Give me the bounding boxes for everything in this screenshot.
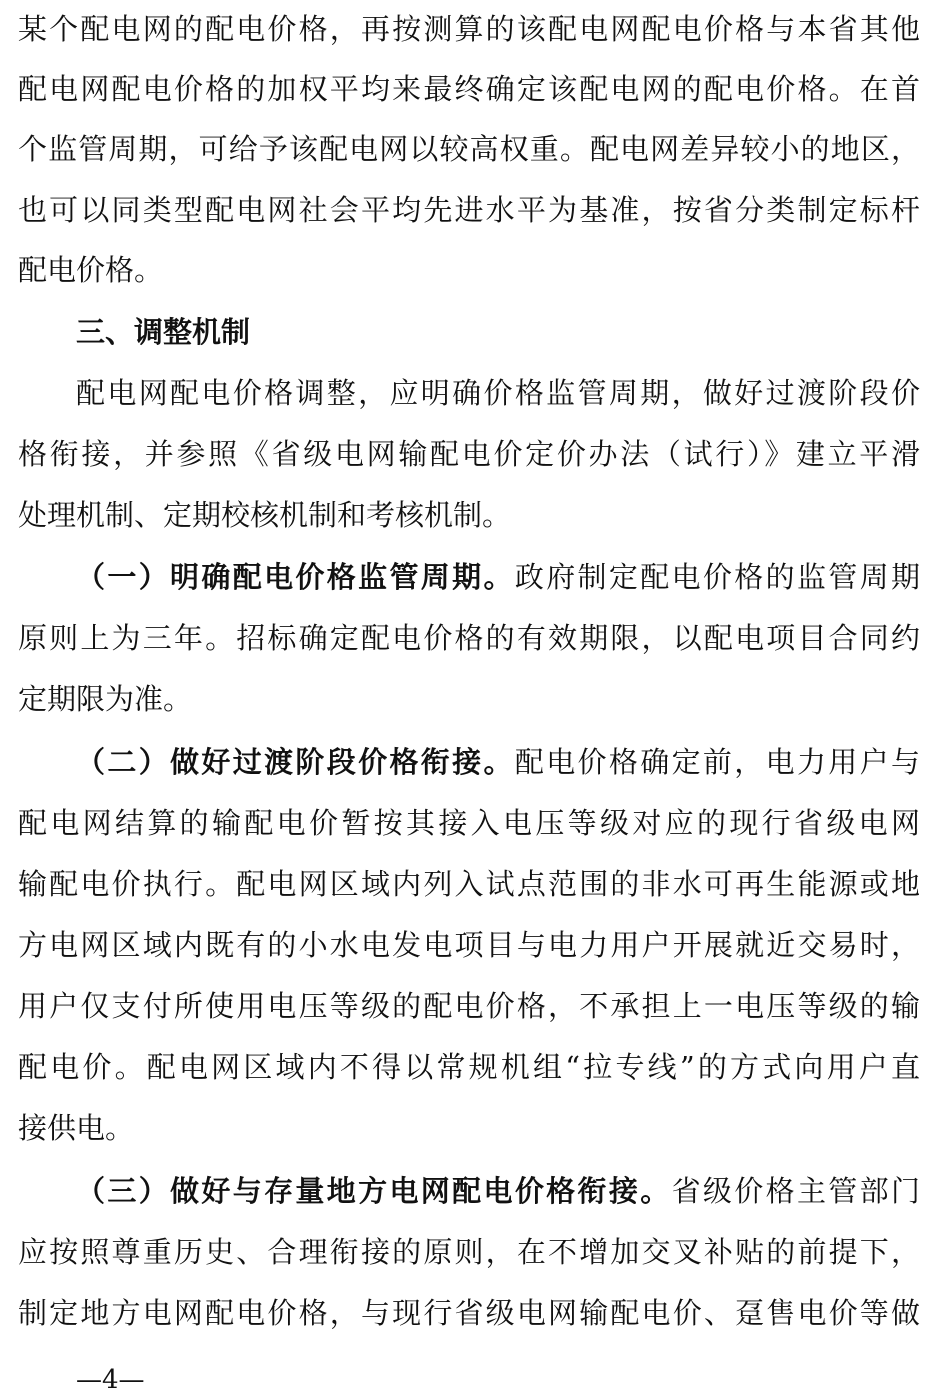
body-line: 配电价。配电网区域内不得以常规机组“拉专线”的方式向用户直 (18, 1050, 920, 1084)
body-line: 制定地方电网配电价格，与现行省级电网输配电价、趸售电价等做 (18, 1296, 920, 1330)
body-line: 配电价格。 (18, 253, 164, 287)
body-line: 配电网配电价格调整，应明确价格监管周期，做好过渡阶段价 (76, 376, 920, 410)
item-title: （二）做好过渡阶段价格衔接。 (76, 745, 515, 779)
body-line: 应按照尊重历史、合理衔接的原则，在不增加交叉补贴的前提下， (18, 1235, 920, 1269)
body-line: 也可以同类型配电网社会平均先进水平为基准，按省分类制定标杆 (18, 193, 920, 227)
item-text: 配电价格确定前，电力用户与 (514, 745, 920, 779)
body-line: 配电网结算的输配电价暂按其接入电压等级对应的现行省级电网 (18, 806, 920, 840)
body-line: 接供电。 (18, 1111, 135, 1145)
body-line: 配电网配电价格的加权平均来最终确定该配电网的配电价格。在首 (18, 72, 920, 106)
body-line: 用户仅支付所使用电压等级的配电价格，不承担上一电压等级的输 (18, 989, 920, 1023)
body-line: 处理机制、定期校核机制和考核机制。 (18, 498, 512, 532)
section-heading: 三、调整机制 (76, 315, 251, 349)
body-line: 定期限为准。 (18, 682, 193, 716)
body-line: 某个配电网的配电价格，再按测算的该配电网配电价格与本省其他 (18, 12, 920, 46)
item-title: （三）做好与存量地方电网配电价格衔接。 (76, 1174, 672, 1208)
page-number: —4— (76, 1365, 145, 1395)
body-line: 输配电价执行。配电网区域内列入试点范围的非水可再生能源或地 (18, 867, 920, 901)
item-first-line (76, 745, 920, 781)
body-line: 格衔接，并参照《省级电网输配电价定价办法（试行）》建立平滑 (18, 437, 920, 471)
item-text: 省级价格主管部门 (671, 1174, 920, 1208)
body-line: 原则上为三年。招标确定配电价格的有效期限，以配电项目合同约 (18, 621, 920, 655)
item-first-line (76, 560, 920, 596)
item-first-line (76, 1174, 920, 1210)
item-title: （一）明确配电价格监管周期。 (76, 560, 515, 594)
body-line: 方电网区域内既有的小水电发电项目与电力用户开展就近交易时， (18, 928, 920, 962)
body-line: 个监管周期，可给予该配电网以较高权重。配电网差异较小的地区， (18, 132, 920, 166)
item-text: 政府制定配电价格的监管周期 (514, 560, 920, 594)
